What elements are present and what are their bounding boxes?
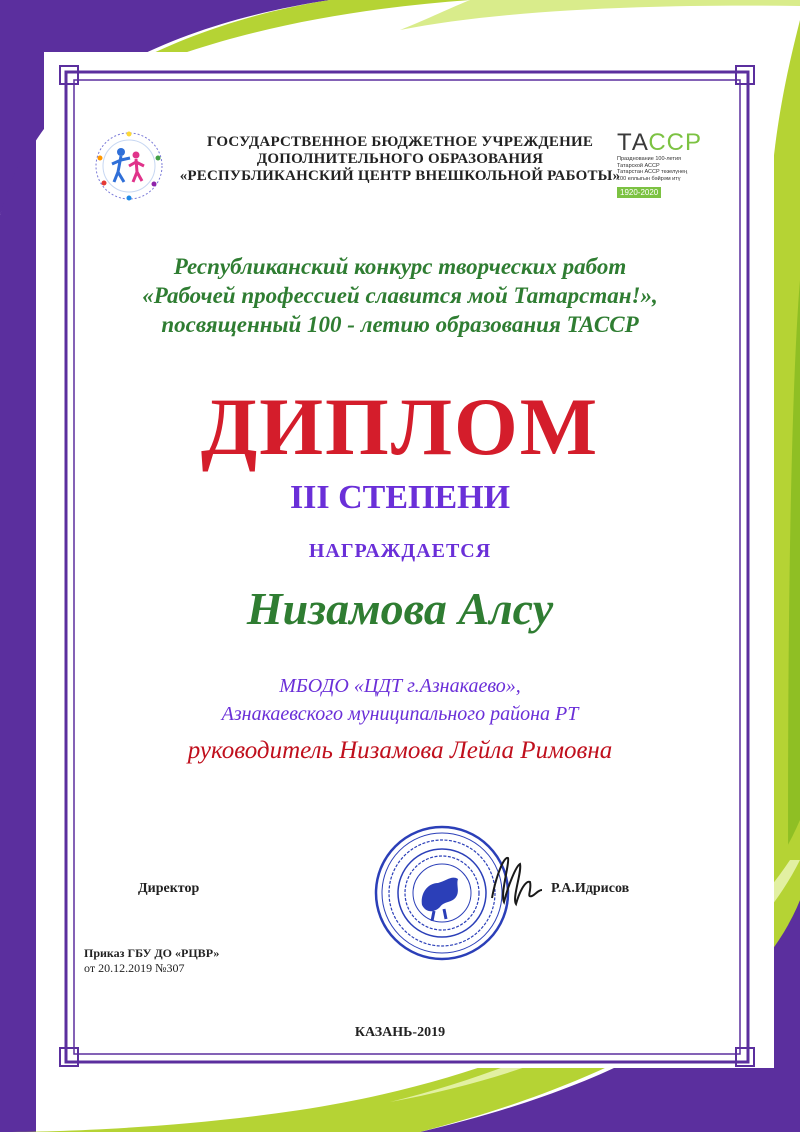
order-line-1: Приказ ГБУ ДО «РЦВР» xyxy=(84,946,220,960)
leader-line: руководитель Низамова Лейла Римовна xyxy=(187,737,613,764)
contest-line-1: Республиканский конкурс творческих работ xyxy=(173,254,627,279)
contest-line-3: посвященный 100 - летию образования ТАССР xyxy=(161,312,639,337)
tassr-years: 1920-2020 xyxy=(617,187,661,198)
tassr-word-b: ССР xyxy=(648,129,703,156)
org-line-3: «РЕСПУБЛИКАНСКИЙ ЦЕНТР ВНЕШКОЛЬНОЙ РАБОТЫ» xyxy=(179,168,621,184)
org-line-1: ГОСУДАРСТВЕННОЕ БЮДЖЕТНОЕ УЧРЕЖДЕНИЕ xyxy=(206,134,594,150)
tassr-line-4: 100 еллыгын бәйрәм итү xyxy=(617,175,681,182)
diploma-title: ДИПЛОМ xyxy=(200,381,600,472)
tassr-word-a: ТА xyxy=(617,129,649,156)
order-reference xyxy=(84,946,219,976)
institution-line-1: МБОДО «ЦДТ г.Азнакаево», xyxy=(279,675,521,697)
org-line-2: ДОПОЛНИТЕЛЬНОГО ОБРАЗОВАНИЯ xyxy=(256,151,544,167)
recipient-name: Низамова Алсу xyxy=(246,583,554,634)
tassr-wordmark xyxy=(617,130,727,156)
diploma-degree: III СТЕПЕНИ xyxy=(289,479,511,516)
director-label: Директор xyxy=(138,881,200,896)
tassr-line-1: Празднование 100-летия xyxy=(617,156,681,162)
director-name: Р.А.Идрисов xyxy=(551,881,630,896)
order-line-2: от 20.12.2019 №307 xyxy=(84,961,185,975)
tassr-line-3: Татарстан АССР төзелүнең xyxy=(617,169,688,175)
institution-line-2: Азнакаевского муниципального района РТ xyxy=(221,703,579,725)
contest-description xyxy=(0,252,800,339)
director-signature-icon xyxy=(486,846,544,912)
contest-line-2: «Рабочей профессией славится мой Татарстан!», xyxy=(142,283,658,308)
awarded-label: НАГРАЖДАЕТСЯ xyxy=(308,540,492,562)
city-year: КАЗАНЬ-2019 xyxy=(354,1025,446,1040)
tassr-100-logo xyxy=(617,130,727,200)
tassr-line-2: Татарской АССР xyxy=(617,162,660,169)
institution xyxy=(0,672,800,728)
